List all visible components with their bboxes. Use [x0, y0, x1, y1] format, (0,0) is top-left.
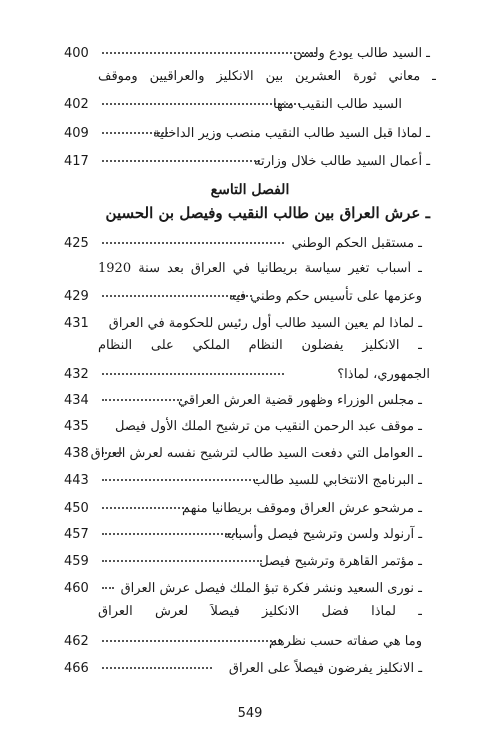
toc-entry — [0, 470, 500, 496]
dot-leader — [102, 640, 280, 642]
toc-entry-line: ـ أسباب تغير سياسة بريطانيا في العراق بعد سنة 1920 — [98, 261, 422, 276]
page-ref: 409 — [64, 126, 89, 141]
toc-entry-text: ـ أعمال السيد طالب خلال وزارته — [254, 154, 430, 169]
toc-entry-line: ـ الانكليز يفضلون النظام الملكي على النظام — [98, 338, 422, 353]
chapter-title: الفصل التاسع — [210, 182, 290, 198]
toc-entry-text: السيد طالب النقيب منها — [273, 97, 402, 112]
dot-leader — [102, 373, 284, 375]
toc-entry-text: ـ مستقبل الحكم الوطني — [291, 236, 422, 251]
dot-leader — [102, 507, 188, 509]
toc-entry-line: ـ لماذا فضل الانكليز فيصلاً لعرش العراق — [98, 604, 422, 619]
dot-leader — [102, 52, 316, 54]
toc-entry — [0, 43, 500, 69]
dot-leader — [102, 560, 262, 562]
toc-entry — [0, 151, 500, 177]
toc-entry-text: ـ العوامل التي دفعت السيد طالب لترشيح نفسه لعرش العراق — [90, 446, 422, 461]
toc-entry-text: ـ آرنولد ولسن وترشيح فيصل وأسبابه — [224, 527, 422, 542]
toc-entry-text: ـ الانكليز يفرضون فيصلاً على العراق — [228, 661, 422, 676]
toc-entry — [0, 233, 500, 259]
toc-entry — [0, 524, 500, 550]
toc-entry — [0, 416, 500, 442]
toc-entry-text: ـ مؤتمر القاهرة وترشيح فيصل — [259, 554, 422, 569]
dot-leader — [102, 533, 238, 535]
toc-entry-text: وعزمها على تأسيس حكم وطني فيه — [228, 289, 422, 304]
page-ref: 432 — [64, 367, 89, 382]
toc-entry — [0, 286, 500, 312]
page-ref: 460 — [64, 581, 89, 596]
toc-entry — [0, 94, 500, 120]
page-ref: 457 — [64, 527, 89, 542]
dot-leader — [102, 399, 182, 401]
page-ref: 459 — [64, 554, 89, 569]
page-number: 549 — [237, 706, 263, 721]
page-ref: 400 — [64, 46, 89, 61]
dot-leader — [102, 587, 114, 589]
page-ref: 450 — [64, 501, 89, 516]
toc-entry-text: الجمهوري، لماذا؟ — [337, 367, 430, 382]
dot-leader — [102, 242, 284, 244]
toc-entry — [0, 631, 500, 657]
toc-entry — [0, 551, 500, 577]
dot-leader — [102, 103, 300, 105]
page-ref: 438 — [64, 446, 89, 461]
toc-entry — [0, 390, 500, 416]
toc-entry-text: ـ نورى السعيد ونشر فكرة تبؤ الملك فيصل عرش العراق — [120, 581, 422, 596]
page-ref: 435 — [64, 419, 89, 434]
page-ref: 443 — [64, 473, 89, 488]
dot-leader — [102, 667, 212, 669]
toc-entry-text: ـ لماذا لم يعين السيد طالب أول رئيس للحكومة في العراق — [108, 316, 422, 331]
toc-entry-line: ـ معاني ثورة العشرين بين الانكليز والعراقيين وموقف — [98, 69, 436, 84]
page-ref: 462 — [64, 634, 89, 649]
toc-entry — [0, 443, 500, 469]
toc-entry-text: ـ السيد طالب يودع ولسن — [293, 46, 430, 61]
toc-entry — [0, 313, 500, 339]
toc-entry-text: وما هي صفاته حسب نظرهم — [269, 634, 422, 649]
chapter-heading: ـ عرش العراق بين طالب النقيب وفيصل بن الحسين — [105, 204, 430, 222]
page-ref: 434 — [64, 393, 89, 408]
page-ref: 425 — [64, 236, 89, 251]
page-ref: 417 — [64, 154, 89, 169]
toc-entry — [0, 578, 500, 604]
toc-entry-text: ـ مجلس الوزراء وظهور قضية العرش العراقي — [178, 393, 422, 408]
page-ref: 431 — [64, 316, 89, 331]
toc-entry-text: ـ البرنامج الانتخابي للسيد طالب — [253, 473, 422, 488]
toc-entry-text: ـ موقف عبد الرحمن النقيب من ترشيح الملك الأول فيصل — [114, 419, 422, 434]
toc-entry — [0, 364, 500, 390]
toc-entry-text: ـ مرشحو عرش العراق وموقف بريطانيا منهم — [182, 501, 422, 516]
dot-leader — [102, 160, 260, 162]
toc-entry — [0, 658, 500, 684]
toc-entry — [0, 498, 500, 524]
dot-leader — [102, 479, 258, 481]
page-ref: 402 — [64, 97, 89, 112]
toc-entry — [0, 123, 500, 149]
page-ref: 466 — [64, 661, 89, 676]
toc-entry-text: ـ لماذا قبل السيد طالب النقيب منصب وزير الداخلية — [153, 126, 430, 141]
page-ref: 429 — [64, 289, 89, 304]
